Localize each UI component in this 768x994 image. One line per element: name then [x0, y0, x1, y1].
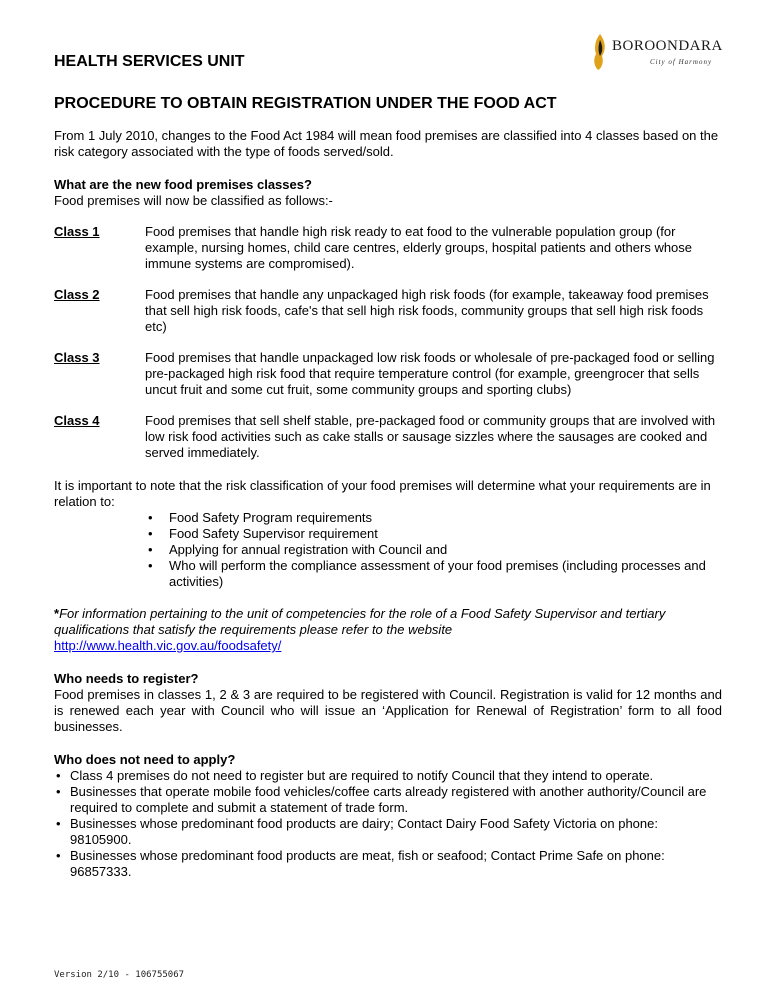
list-item: • Businesses whose predominant food products are meat, fish or seafood; Contact Prime Safe on phone: 96857333.	[54, 848, 722, 880]
classes-lead: Food premises will now be classified as follows:-	[54, 193, 333, 208]
unit-title: HEALTH SERVICES UNIT	[54, 53, 245, 70]
list-item: • Food Safety Program requirements	[54, 510, 722, 526]
class-row-4	[54, 413, 722, 461]
who-not-list	[54, 768, 722, 880]
logo-name: BOROONDARA	[612, 38, 723, 54]
who-not-heading: Who does not need to apply?	[54, 752, 236, 767]
page-title: PROCEDURE TO OBTAIN REGISTRATION UNDER THE FOOD ACT	[54, 95, 557, 112]
who-register-heading: Who needs to register?	[54, 671, 199, 686]
list-item: • Who will perform the compliance assessment of your food premises (including processes and activities)	[54, 558, 722, 590]
class-label: Class 1	[54, 224, 100, 239]
document-body	[54, 128, 722, 880]
list-item: • Businesses whose predominant food products are dairy; Contact Dairy Food Safety Victoria on phone: 98105900.	[54, 816, 722, 848]
list-item: • Food Safety Supervisor requirement	[54, 526, 722, 542]
who-register-text: Food premises in classes 1, 2 & 3 are required to be registered with Council. Registration is valid for 12 months and is renewed each year with Council who will issue an ‘Application for Renewal of Registration’ form to all food businesses.	[54, 687, 722, 734]
logo-tagline: City of Harmony	[650, 58, 713, 66]
flame-icon	[592, 32, 608, 72]
class-description: Food premises that handle high risk ready to eat food to the vulnerable population group (for example, nursing homes, child care centres, elderly groups, hospital patients and others whose immune systems are compromised).	[145, 224, 693, 271]
class-description: Food premises that handle any unpackaged high risk foods (for example, takeaway food premises that sell high risk foods, cafe's that sell high risk foods, community groups that sell high risk foods etc)	[145, 287, 709, 334]
info-text: For information pertaining to the unit of competencies for the role of a Food Safety Supervisor and tertiary qualifications that satisfy the requirements please refer to the website	[54, 606, 666, 637]
intro-paragraph: From 1 July 2010, changes to the Food Act 1984 will mean food premises are classified into 4 classes based on the risk category associated with the type of foods served/sold.	[54, 128, 719, 159]
class-row-2	[54, 287, 722, 335]
requirements-lead: It is important to note that the risk classification of your food premises will determine what your requirements are in relation to:	[54, 478, 711, 509]
class-label: Class 2	[54, 287, 100, 302]
requirements-list	[54, 510, 722, 590]
version-footer: Version 2/10 - 106755067	[54, 970, 185, 980]
list-item: • Class 4 premises do not need to register but are required to notify Council that they intend to operate.	[54, 768, 722, 784]
info-note	[54, 606, 722, 654]
class-row-1	[54, 224, 722, 272]
info-asterisk: *	[54, 606, 60, 621]
classes-heading: What are the new food premises classes?	[54, 177, 312, 192]
class-label: Class 3	[54, 350, 100, 365]
class-label: Class 4	[54, 413, 100, 428]
boroondara-logo	[592, 32, 722, 76]
list-item: • Businesses that operate mobile food vehicles/coffee carts already registered with another authority/Council are required to complete and submit a statement of trade form.	[54, 784, 722, 816]
class-description: Food premises that handle unpackaged low risk foods or wholesale of pre-packaged food or selling pre-packaged high risk food that require temperature control (for example, greengrocer that sells uncut fruit and some cut fruit, some community groups and sporting clubs)	[145, 350, 715, 397]
foodsafety-link[interactable]: http://www.health.vic.gov.au/foodsafety/	[54, 638, 282, 653]
class-row-3	[54, 350, 722, 398]
class-description: Food premises that sell shelf stable, pre-packaged food or community groups that are involved with low risk food activities such as cake stalls or sausage sizzles where the sausages are cooked and served immediately.	[145, 413, 716, 460]
list-item: • Applying for annual registration with Council and	[54, 542, 722, 558]
